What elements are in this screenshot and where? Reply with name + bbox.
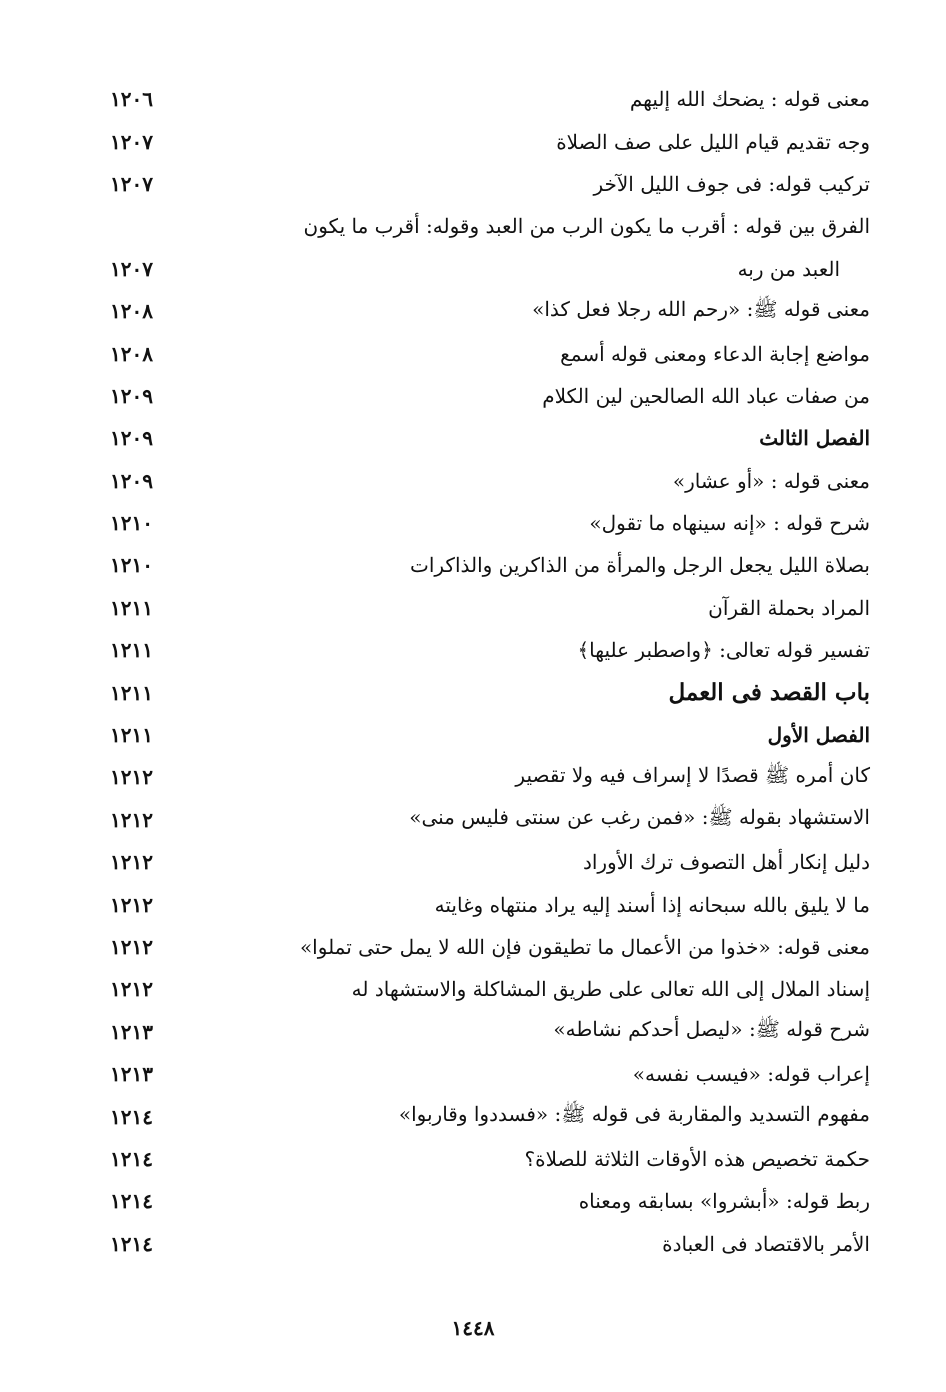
toc-chapter-heading: باب القصد فى العمل — [668, 679, 870, 707]
toc-entry-title: حكمة تخصيص هذه الأوقات الثلاثة للصلاة؟ — [524, 1146, 870, 1171]
toc-entry-title: ربط قوله: «أبشروا» بسابقه ومعناه — [578, 1189, 870, 1214]
toc-entry-page: ١٢١٤ — [110, 1146, 153, 1171]
table-of-contents — [100, 78, 870, 1265]
toc-entry-page: ١٢١٣ — [110, 1062, 153, 1087]
toc-entry-page: ١٢٠٩ — [110, 468, 153, 493]
toc-row — [100, 502, 870, 544]
toc-row — [100, 1180, 870, 1222]
toc-entry-page: ١٢١١ — [110, 723, 153, 748]
toc-entry-page: ١٢٠٩ — [110, 383, 153, 408]
toc-entry-title: من صفات عباد الله الصالحين لين الكلام — [542, 383, 870, 408]
toc-entry-page: ١٢٠٧ — [110, 256, 153, 281]
toc-row — [100, 460, 870, 502]
toc-entry-page: ١٢٠٨ — [110, 299, 153, 324]
toc-row — [100, 205, 870, 247]
toc-row — [100, 841, 870, 883]
toc-entry-page: ١٢٠٩ — [110, 426, 153, 451]
page-number: ١٤٤٨ — [451, 1316, 495, 1340]
toc-entry-title: تركيب قوله: فى جوف الليل الآخر — [593, 171, 870, 196]
toc-entry-title: الاستشهاد بقوله ﷺ: «فمن رغب عن سنتى فليس منى» — [409, 805, 870, 830]
toc-row — [100, 671, 870, 713]
toc-row — [100, 1011, 870, 1053]
toc-entry-page: ١٢١١ — [110, 595, 153, 620]
toc-entry-title: الفرق بين قوله : أقرب ما يكون الرب من العبد وقوله: أقرب ما يكون — [303, 214, 870, 239]
toc-entry-title: معنى قوله : «أو عشار» — [672, 468, 870, 493]
toc-entry-page: ١٢١٢ — [110, 807, 153, 832]
toc-row — [100, 714, 870, 756]
toc-entry-page: ١٢١٤ — [110, 1189, 153, 1214]
toc-entry-title: معنى قوله ﷺ: «رحم الله رجلا فعل كذا» — [532, 296, 870, 321]
toc-entry-title: معنى قوله : يضحك الله إليهم — [629, 87, 870, 112]
toc-row — [100, 332, 870, 374]
toc-entry-page: ١٢١٠ — [110, 511, 153, 536]
toc-entry-title: إعراب قوله: «فيسب نفسه» — [632, 1062, 870, 1087]
toc-row — [100, 290, 870, 332]
toc-row — [100, 1053, 870, 1095]
toc-entry-title: مفهوم التسديد والمقاربة فى قوله ﷺ: «فسددوا وقاربوا» — [398, 1102, 870, 1127]
toc-section-heading: الفصل الأول — [767, 723, 870, 748]
toc-entry-page: ١٢٠٨ — [110, 341, 153, 366]
toc-row — [100, 968, 870, 1010]
toc-entry-title: مواضع إجابة الدعاء ومعنى قوله أسمع — [560, 341, 870, 366]
toc-entry-title: وجه تقديم قيام الليل على صف الصلاة — [556, 129, 870, 154]
toc-row — [100, 78, 870, 120]
toc-entry-title: دليل إنكار أهل التصوف ترك الأوراد — [582, 850, 870, 875]
toc-entry-title: الأمر بالاقتصاد فى العبادة — [662, 1231, 870, 1256]
toc-entry-page: ١٢١٣ — [110, 1019, 153, 1044]
toc-row — [100, 756, 870, 798]
toc-entry-title: بصلاة الليل يجعل الرجل والمرأة من الذاكرين والذاكرات — [410, 553, 870, 578]
toc-entry-page: ١٢١٢ — [110, 892, 153, 917]
toc-row — [100, 1138, 870, 1180]
toc-row — [100, 926, 870, 968]
toc-row — [100, 163, 870, 205]
toc-entry-page: ١٢١٢ — [110, 977, 153, 1002]
toc-row — [100, 883, 870, 925]
toc-entry-title: تفسير قوله تعالى: ﴿واصطبر عليها﴾ — [577, 638, 870, 663]
toc-entry-title: شرح قوله : «إنه سينهاه ما تقول» — [589, 511, 870, 536]
toc-entry-title: شرح قوله ﷺ: «ليصل أحدكم نشاطه» — [553, 1017, 870, 1042]
toc-entry-title: كان أمره ﷺ قصدًا لا إسراف فيه ولا تقصير — [515, 762, 870, 787]
toc-entry-page: ١٢١٠ — [110, 553, 153, 578]
toc-entry-page: ١٢١٤ — [110, 1104, 153, 1129]
toc-entry-page: ١٢١٤ — [110, 1231, 153, 1256]
toc-row — [100, 544, 870, 586]
toc-entry-page: ١٢١٢ — [110, 935, 153, 959]
toc-row — [100, 248, 870, 290]
toc-row — [100, 417, 870, 459]
toc-entry-page: ١٢١٢ — [110, 765, 153, 790]
toc-row — [100, 1223, 870, 1265]
toc-entry-page: ١٢١١ — [110, 638, 153, 663]
toc-entry-page: ١٢٠٧ — [110, 129, 153, 154]
toc-section-heading: الفصل الثالث — [759, 426, 870, 451]
toc-entry-page: ١٢٠٦ — [110, 87, 153, 112]
toc-entry-title: إسناد الملال إلى الله تعالى على طريق المشاكلة والاستشهاد له — [351, 977, 870, 1002]
toc-row — [100, 799, 870, 841]
toc-entry-title: المراد بحملة القرآن — [708, 595, 870, 620]
toc-entry-title: العبد من ربه — [737, 256, 840, 281]
toc-row — [100, 375, 870, 417]
toc-row — [100, 1095, 870, 1137]
toc-row — [100, 629, 870, 671]
toc-entry-page: ١٢١١ — [110, 680, 153, 705]
toc-row — [100, 587, 870, 629]
toc-entry-page: ١٢٠٧ — [110, 171, 153, 196]
toc-entry-page: ١٢١٢ — [110, 850, 153, 875]
toc-entry-title: معنى قوله: «خذوا من الأعمال ما تطيقون فإن الله لا يمل حتى تملوا» — [299, 935, 870, 959]
toc-row — [100, 120, 870, 162]
toc-entry-title: ما لا يليق بالله سبحانه إذا أسند إليه يراد منتهاه وغايته — [434, 892, 870, 917]
